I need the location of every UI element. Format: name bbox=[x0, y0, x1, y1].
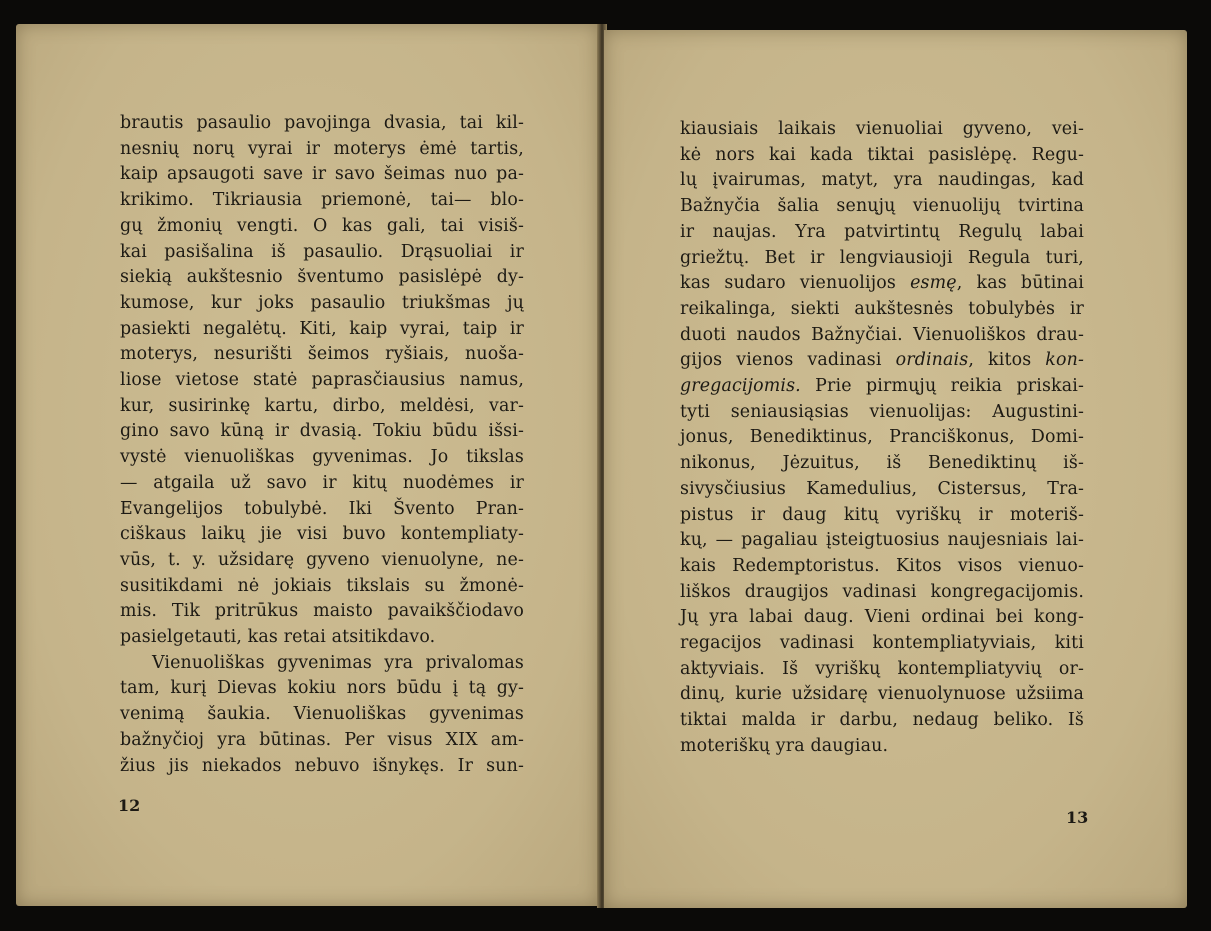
text-line: sivysčiusius Kamedulius, Cistersus, Tra- bbox=[680, 478, 1084, 499]
text-line: aktyviais. Iš vyriškų kontempliatyvių or- bbox=[680, 658, 1084, 679]
text-line: jonus, Benediktinus, Pranciškonus, Domi- bbox=[680, 427, 1084, 448]
text-line: krikimo. Tikriausia priemonė, tai— blo- bbox=[120, 190, 524, 211]
text-line: siekią aukštesnio šventumo pasislėpė dy- bbox=[120, 267, 524, 288]
text-line: dinų, kurie užsidarę vienuolynuose užsiima bbox=[680, 684, 1084, 705]
text-line: pasielgetauti, kas retai atsitikdavo. bbox=[120, 627, 436, 648]
text-line: duoti naudos Bažnyčiai. Vienuoliškos drau- bbox=[680, 324, 1084, 345]
right-page-text bbox=[680, 117, 1084, 760]
text-line: nikonus, Jėzuitus, iš Benediktinų iš- bbox=[680, 453, 1084, 474]
right-page-number: 13 bbox=[1066, 808, 1089, 827]
text-line: liškos draugijos vadinasi kongregacijomis. bbox=[680, 581, 1084, 602]
text-line: kais Redemptoristus. Kitos visos vienuo- bbox=[680, 555, 1084, 576]
text-line: kė nors kai kada tiktai pasislėpę. Regu- bbox=[680, 144, 1084, 165]
text-line: kur, susirinkę kartu, dirbo, meldėsi, var- bbox=[120, 395, 524, 416]
text-line: reikalinga, siekti aukštesnės tobulybės ir bbox=[680, 298, 1084, 319]
text-line: tam, kurį Dievas kokiu nors būdu į tą gy- bbox=[120, 678, 524, 699]
text-line: kų, — pagaliau įsteigtuosius naujesniais lai- bbox=[680, 530, 1084, 551]
text-line: ir naujas. Yra patvirtintų Regulų labai bbox=[680, 221, 1084, 242]
text-line: gregacijomis. Prie pirmųjų reikia priskai- bbox=[680, 376, 1084, 397]
text-line: Jų yra labai daug. Vieni ordinai bei kong- bbox=[680, 607, 1084, 628]
text-line: kumose, kur joks pasaulio triukšmas jų bbox=[120, 292, 524, 313]
left-page-text bbox=[120, 111, 524, 779]
text-line: susitikdami nė jokiais tikslais su žmonė- bbox=[120, 575, 524, 596]
text-line: vystė vienuoliškas gyvenimas. Jo tikslas bbox=[120, 447, 524, 468]
left-page-number: 12 bbox=[118, 796, 141, 815]
text-line: žius jis niekados nebuvo išnykęs. Ir sun- bbox=[120, 755, 524, 776]
text-line: liose vietose statė paprasčiausius namus, bbox=[120, 370, 524, 391]
text-line: Evangelijos tobulybė. Iki Švento Pran- bbox=[120, 498, 524, 519]
text-line: gų žmonių vengti. O kas gali, tai visiš- bbox=[120, 215, 524, 236]
text-line: ciškaus laikų jie visi buvo kontempliaty- bbox=[120, 524, 524, 545]
text-line: pasiekti negalėtų. Kiti, kaip vyrai, taip ir bbox=[120, 318, 524, 339]
text-line: moterys, nesurišti šeimos ryšiais, nuoša- bbox=[120, 344, 524, 365]
left-page bbox=[16, 24, 599, 906]
text-line: gino savo kūną ir dvasią. Tokiu būdu išsi- bbox=[120, 421, 524, 442]
text-line: gijos vienos vadinasi ordinais, kitos kon- bbox=[680, 350, 1084, 371]
text-line: — atgaila už savo ir kitų nuodėmes ir bbox=[120, 472, 524, 493]
text-line: kai pasišalina iš pasaulio. Drąsuoliai ir bbox=[120, 241, 524, 262]
text-line: regacijos vadinasi kontempliatyviais, kiti bbox=[680, 633, 1084, 654]
text-line: lų įvairumas, matyt, yra naudingas, kad bbox=[680, 170, 1084, 191]
text-line: griežtų. Bet ir lengviausioji Regula turi, bbox=[680, 247, 1084, 268]
text-line: kas sudaro vienuolijos esmę, kas būtinai bbox=[680, 273, 1084, 294]
text-line: mis. Tik pritrūkus maisto pavaikščiodavo bbox=[120, 601, 524, 622]
text-line: nesnių norų vyrai ir moterys ėmė tartis, bbox=[120, 138, 524, 159]
text-line: vūs, t. y. užsidarę gyveno vienuolyne, ne- bbox=[120, 549, 524, 570]
text-line: Vienuoliškas gyvenimas yra privalomas bbox=[152, 652, 524, 673]
text-line: tyti seniausiąsias vienuolijas: Augustini- bbox=[680, 401, 1084, 422]
text-line: venimą šaukia. Vienuoliškas gyvenimas bbox=[120, 704, 524, 725]
text-line: Bažnyčia šalia senųjų vienuolijų tvirtina bbox=[680, 196, 1084, 217]
text-line: kiausiais laikais vienuoliai gyveno, vei- bbox=[680, 119, 1084, 139]
text-line: bažnyčioj yra būtinas. Per visus XIX am- bbox=[120, 729, 524, 750]
text-line: moteriškų yra daugiau. bbox=[680, 735, 889, 756]
text-line: pistus ir daug kitų vyriškų ir moteriš- bbox=[680, 504, 1084, 525]
text-line: tiktai malda ir darbu, nedaug beliko. Iš bbox=[680, 710, 1084, 731]
text-line: brautis pasaulio pavojinga dvasia, tai kil- bbox=[120, 113, 524, 133]
text-line: kaip apsaugoti save ir savo šeimas nuo pa- bbox=[120, 164, 524, 185]
right-page bbox=[604, 30, 1187, 908]
